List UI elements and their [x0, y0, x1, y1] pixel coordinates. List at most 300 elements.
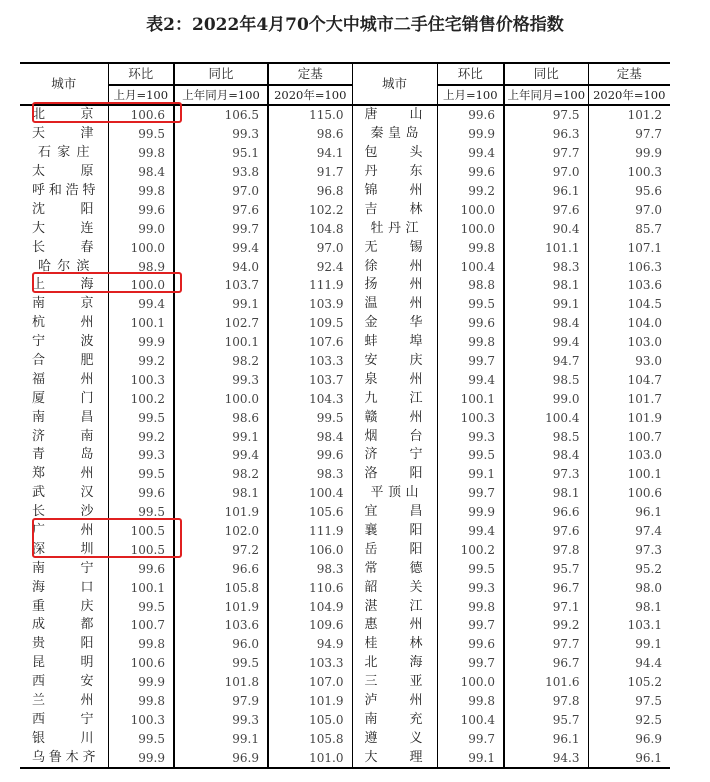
base-value: 103.6 — [588, 276, 670, 295]
header-mom: 环比 — [108, 63, 174, 85]
base-value: 100.4 — [268, 484, 352, 503]
yoy-value: 94.7 — [504, 352, 588, 371]
city-name: 常德 — [352, 559, 437, 578]
yoy-value: 96.1 — [504, 182, 588, 201]
base-value: 115.0 — [268, 105, 352, 125]
mom-value: 99.6 — [108, 200, 174, 219]
table-row — [20, 578, 670, 597]
city-name: 平顶山 — [352, 484, 437, 503]
mom-value: 100.5 — [108, 540, 174, 559]
header-mom-right: 环比 — [437, 63, 504, 85]
table-row — [20, 446, 670, 465]
base-value: 104.0 — [588, 314, 670, 333]
base-value: 98.0 — [588, 578, 670, 597]
base-value: 107.1 — [588, 238, 670, 257]
table-row — [20, 729, 670, 748]
yoy-value: 103.6 — [174, 616, 268, 635]
base-value: 92.4 — [268, 257, 352, 276]
table-row — [20, 408, 670, 427]
mom-value: 99.4 — [437, 370, 504, 389]
yoy-value: 98.2 — [174, 352, 268, 371]
mom-value: 99.5 — [108, 465, 174, 484]
city-name: 北京 — [32, 107, 94, 123]
city-name: 锦州 — [352, 182, 437, 201]
table-row — [20, 200, 670, 219]
yoy-value: 100.1 — [174, 333, 268, 352]
table-row — [20, 144, 670, 163]
base-value: 103.1 — [588, 616, 670, 635]
mom-value: 99.9 — [437, 503, 504, 522]
base-value: 105.8 — [268, 729, 352, 748]
subheader-base: 2020年=100 — [268, 85, 352, 105]
city-name: 郑州 — [32, 466, 94, 482]
base-value: 100.1 — [588, 465, 670, 484]
mom-value: 100.0 — [108, 238, 174, 257]
yoy-value: 101.1 — [504, 238, 588, 257]
mom-value: 100.0 — [108, 276, 174, 295]
city-name: 桂林 — [352, 635, 437, 654]
city-name: 惠州 — [352, 616, 437, 635]
yoy-value: 102.0 — [174, 522, 268, 541]
mom-value: 99.9 — [108, 748, 174, 768]
city-name: 太原 — [32, 164, 94, 180]
mom-value: 100.1 — [108, 578, 174, 597]
city-name: 烟台 — [352, 427, 437, 446]
base-value: 97.4 — [588, 522, 670, 541]
table-row — [20, 182, 670, 201]
base-value: 96.8 — [268, 182, 352, 201]
mom-value: 100.1 — [437, 389, 504, 408]
subheader-yoy-right: 上年同月=100 — [504, 85, 588, 105]
city-name: 海口 — [32, 579, 94, 595]
yoy-value: 97.3 — [504, 465, 588, 484]
mom-value: 99.5 — [108, 729, 174, 748]
header-row — [20, 63, 670, 85]
base-value: 99.5 — [268, 408, 352, 427]
mom-value: 99.6 — [437, 163, 504, 182]
mom-value: 100.0 — [437, 219, 504, 238]
base-value: 105.2 — [588, 673, 670, 692]
mom-value: 99.8 — [437, 238, 504, 257]
yoy-value: 97.1 — [504, 597, 588, 616]
city-name: 济南 — [32, 428, 94, 444]
table-row — [20, 314, 670, 333]
table-row — [20, 333, 670, 352]
base-value: 97.7 — [588, 125, 670, 144]
yoy-value: 97.6 — [174, 200, 268, 219]
yoy-value: 98.3 — [504, 257, 588, 276]
base-value: 101.0 — [268, 748, 352, 768]
table-row — [20, 635, 670, 654]
yoy-value: 103.7 — [174, 276, 268, 295]
mom-value: 99.7 — [437, 484, 504, 503]
yoy-value: 102.7 — [174, 314, 268, 333]
yoy-value: 97.0 — [504, 163, 588, 182]
price-index-table — [20, 62, 670, 769]
city-name: 武汉 — [32, 485, 94, 501]
city-name: 昆明 — [32, 655, 94, 671]
city-name: 广州 — [32, 523, 94, 539]
mom-value: 100.6 — [108, 654, 174, 673]
city-name: 襄阳 — [352, 522, 437, 541]
header-yoy: 同比 — [174, 63, 268, 85]
yoy-value: 98.5 — [504, 427, 588, 446]
table-row — [20, 503, 670, 522]
yoy-value: 97.0 — [174, 182, 268, 201]
table-row — [20, 276, 670, 295]
table-row — [20, 484, 670, 503]
base-value: 94.1 — [268, 144, 352, 163]
base-value: 101.9 — [588, 408, 670, 427]
yoy-value: 98.6 — [174, 408, 268, 427]
yoy-value: 98.5 — [504, 370, 588, 389]
base-value: 104.9 — [268, 597, 352, 616]
yoy-value: 98.4 — [504, 314, 588, 333]
city-name: 秦皇岛 — [352, 125, 437, 144]
yoy-value: 99.1 — [504, 295, 588, 314]
yoy-value: 96.9 — [174, 748, 268, 768]
mom-value: 99.0 — [108, 219, 174, 238]
yoy-value: 99.1 — [174, 427, 268, 446]
yoy-value: 96.6 — [174, 559, 268, 578]
base-value: 105.6 — [268, 503, 352, 522]
city-name: 西安 — [32, 674, 94, 690]
base-value: 104.3 — [268, 389, 352, 408]
yoy-value: 99.4 — [174, 446, 268, 465]
mom-value: 99.7 — [437, 616, 504, 635]
city-name: 南宁 — [32, 560, 94, 576]
yoy-value: 106.5 — [174, 105, 268, 125]
mom-value: 100.4 — [437, 257, 504, 276]
base-value: 94.9 — [268, 635, 352, 654]
base-value: 85.7 — [588, 219, 670, 238]
base-value: 97.0 — [268, 238, 352, 257]
city-name: 泸州 — [352, 692, 437, 711]
yoy-value: 97.8 — [504, 692, 588, 711]
yoy-value: 97.7 — [504, 635, 588, 654]
yoy-value: 99.3 — [174, 711, 268, 730]
city-name: 扬州 — [352, 276, 437, 295]
base-value: 95.6 — [588, 182, 670, 201]
table-row — [20, 163, 670, 182]
yoy-value: 99.7 — [174, 219, 268, 238]
mom-value: 99.7 — [437, 654, 504, 673]
city-name: 上海 — [32, 277, 94, 293]
yoy-value: 96.0 — [174, 635, 268, 654]
subheader-mom: 上月=100 — [108, 85, 174, 105]
mom-value: 99.5 — [108, 597, 174, 616]
mom-value: 99.9 — [108, 673, 174, 692]
mom-value: 98.9 — [108, 257, 174, 276]
city-name: 遵义 — [352, 729, 437, 748]
yoy-value: 95.1 — [174, 144, 268, 163]
yoy-value: 97.5 — [504, 105, 588, 125]
mom-value: 99.8 — [108, 144, 174, 163]
base-value: 97.5 — [588, 692, 670, 711]
yoy-value: 90.4 — [504, 219, 588, 238]
yoy-value: 101.6 — [504, 673, 588, 692]
base-value: 104.7 — [588, 370, 670, 389]
city-name: 贵阳 — [32, 636, 94, 652]
mom-value: 99.2 — [437, 182, 504, 201]
city-name: 岳阳 — [352, 540, 437, 559]
subheader-yoy: 上年同月=100 — [174, 85, 268, 105]
base-value: 99.9 — [588, 144, 670, 163]
city-name: 重庆 — [32, 598, 94, 614]
mom-value: 100.3 — [437, 408, 504, 427]
city-name: 包头 — [352, 144, 437, 163]
base-value: 96.9 — [588, 729, 670, 748]
yoy-value: 101.9 — [174, 597, 268, 616]
city-name: 三亚 — [352, 673, 437, 692]
base-value: 95.2 — [588, 559, 670, 578]
header-yoy-right: 同比 — [504, 63, 588, 85]
yoy-value: 101.8 — [174, 673, 268, 692]
city-name: 深圳 — [32, 541, 94, 557]
base-value: 98.6 — [268, 125, 352, 144]
table-row — [20, 673, 670, 692]
mom-value: 99.1 — [437, 465, 504, 484]
mom-value: 99.5 — [437, 559, 504, 578]
base-value: 100.3 — [588, 163, 670, 182]
base-value: 103.3 — [268, 654, 352, 673]
base-value: 106.0 — [268, 540, 352, 559]
table-row — [20, 295, 670, 314]
mom-value: 98.8 — [437, 276, 504, 295]
city-name: 乌鲁木齐 — [20, 748, 108, 768]
mom-value: 100.3 — [108, 711, 174, 730]
subheader-mom-right: 上月=100 — [437, 85, 504, 105]
yoy-value: 98.2 — [174, 465, 268, 484]
base-value: 103.0 — [588, 446, 670, 465]
mom-value: 99.3 — [437, 578, 504, 597]
city-name: 韶关 — [352, 578, 437, 597]
city-name: 天津 — [32, 126, 94, 142]
base-value: 98.3 — [268, 465, 352, 484]
base-value: 100.7 — [588, 427, 670, 446]
subheader-row — [20, 85, 670, 105]
table-row — [20, 105, 670, 125]
yoy-value: 105.8 — [174, 578, 268, 597]
base-value: 103.3 — [268, 352, 352, 371]
mom-value: 98.4 — [108, 163, 174, 182]
mom-value: 99.5 — [437, 295, 504, 314]
table-row — [20, 597, 670, 616]
yoy-value: 96.6 — [504, 503, 588, 522]
city-name: 南昌 — [32, 409, 94, 425]
mom-value: 99.3 — [437, 427, 504, 446]
city-name: 大理 — [352, 748, 437, 768]
subheader-base-right: 2020年=100 — [588, 85, 670, 105]
city-name: 宜昌 — [352, 503, 437, 522]
base-value: 91.7 — [268, 163, 352, 182]
table-row — [20, 427, 670, 446]
city-name: 沈阳 — [32, 201, 94, 217]
yoy-value: 95.7 — [504, 711, 588, 730]
base-value: 97.0 — [588, 200, 670, 219]
base-value: 104.5 — [588, 295, 670, 314]
table-row — [20, 692, 670, 711]
city-name: 成都 — [32, 617, 94, 633]
yoy-value: 97.8 — [504, 540, 588, 559]
yoy-value: 97.6 — [504, 522, 588, 541]
base-value: 109.5 — [268, 314, 352, 333]
mom-value: 99.4 — [437, 522, 504, 541]
yoy-value: 95.7 — [504, 559, 588, 578]
base-value: 97.3 — [588, 540, 670, 559]
city-name: 青岛 — [32, 447, 94, 463]
city-name: 北海 — [352, 654, 437, 673]
table-row — [20, 370, 670, 389]
table-row — [20, 465, 670, 484]
mom-value: 100.0 — [437, 673, 504, 692]
city-name: 合肥 — [32, 353, 94, 369]
table-row — [20, 540, 670, 559]
base-value: 103.7 — [268, 370, 352, 389]
city-name: 无锡 — [352, 238, 437, 257]
base-value: 96.1 — [588, 503, 670, 522]
city-name: 长春 — [32, 239, 94, 255]
base-value: 92.5 — [588, 711, 670, 730]
yoy-value: 99.4 — [174, 238, 268, 257]
mom-value: 99.9 — [437, 125, 504, 144]
base-value: 110.6 — [268, 578, 352, 597]
mom-value: 99.3 — [108, 446, 174, 465]
base-value: 99.6 — [268, 446, 352, 465]
mom-value: 99.2 — [108, 427, 174, 446]
base-value: 103.9 — [268, 295, 352, 314]
yoy-value: 93.8 — [174, 163, 268, 182]
yoy-value: 99.3 — [174, 370, 268, 389]
yoy-value: 94.0 — [174, 257, 268, 276]
mom-value: 99.8 — [437, 692, 504, 711]
city-name: 石家庄 — [38, 145, 90, 161]
mom-value: 100.0 — [437, 200, 504, 219]
base-value: 101.7 — [588, 389, 670, 408]
city-name: 吉林 — [352, 200, 437, 219]
city-name: 九江 — [352, 389, 437, 408]
yoy-value: 99.2 — [504, 616, 588, 635]
base-value: 101.2 — [588, 105, 670, 125]
yoy-value: 97.9 — [174, 692, 268, 711]
table-row — [20, 238, 670, 257]
city-name: 南充 — [352, 711, 437, 730]
mom-value: 100.2 — [108, 389, 174, 408]
table-row — [20, 389, 670, 408]
city-name: 赣州 — [352, 408, 437, 427]
mom-value: 99.2 — [108, 352, 174, 371]
mom-value: 99.8 — [108, 635, 174, 654]
base-value: 109.6 — [268, 616, 352, 635]
mom-value: 99.8 — [108, 182, 174, 201]
city-name: 银川 — [32, 730, 94, 746]
table-row — [20, 559, 670, 578]
mom-value: 99.6 — [437, 314, 504, 333]
yoy-value: 98.1 — [174, 484, 268, 503]
base-value: 111.9 — [268, 522, 352, 541]
city-name: 济宁 — [352, 446, 437, 465]
yoy-value: 98.1 — [504, 484, 588, 503]
yoy-value: 96.7 — [504, 578, 588, 597]
table-title: 表2：2022年4月70个大中城市二手住宅销售价格指数 — [146, 15, 564, 35]
mom-value: 99.7 — [437, 352, 504, 371]
city-name: 牡丹江 — [352, 219, 437, 238]
yoy-value: 99.1 — [174, 295, 268, 314]
base-value: 94.4 — [588, 654, 670, 673]
base-value: 101.9 — [268, 692, 352, 711]
yoy-value: 97.7 — [504, 144, 588, 163]
table-row — [20, 654, 670, 673]
yoy-value: 96.1 — [504, 729, 588, 748]
city-name: 安庆 — [352, 352, 437, 371]
city-name: 呼和浩特 — [32, 183, 96, 198]
city-name: 兰州 — [32, 693, 94, 709]
city-name: 宁波 — [32, 334, 94, 350]
yoy-value: 98.1 — [504, 276, 588, 295]
table-row — [20, 522, 670, 541]
mom-value: 99.6 — [108, 484, 174, 503]
yoy-value: 101.9 — [174, 503, 268, 522]
mom-value: 99.6 — [437, 105, 504, 125]
city-name: 杭州 — [32, 315, 94, 331]
mom-value: 100.7 — [108, 616, 174, 635]
table-row — [20, 257, 670, 276]
yoy-value: 94.3 — [504, 748, 588, 768]
yoy-value: 96.3 — [504, 125, 588, 144]
base-value: 98.3 — [268, 559, 352, 578]
yoy-value: 97.6 — [504, 200, 588, 219]
mom-value: 99.5 — [437, 446, 504, 465]
mom-value: 99.8 — [437, 333, 504, 352]
base-value: 99.1 — [588, 635, 670, 654]
header-base: 定基 — [268, 63, 352, 85]
mom-value: 99.6 — [437, 635, 504, 654]
base-value: 104.8 — [268, 219, 352, 238]
city-name: 哈尔滨 — [38, 258, 90, 274]
mom-value: 99.5 — [108, 408, 174, 427]
base-value: 98.1 — [588, 597, 670, 616]
mom-value: 100.1 — [108, 314, 174, 333]
base-value: 102.2 — [268, 200, 352, 219]
yoy-value: 99.1 — [174, 729, 268, 748]
base-value: 103.0 — [588, 333, 670, 352]
table-row — [20, 616, 670, 635]
yoy-value: 99.4 — [504, 333, 588, 352]
mom-value: 100.2 — [437, 540, 504, 559]
base-value: 105.0 — [268, 711, 352, 730]
mom-value: 100.4 — [437, 711, 504, 730]
mom-value: 99.4 — [108, 295, 174, 314]
mom-value: 99.7 — [437, 729, 504, 748]
yoy-value: 96.7 — [504, 654, 588, 673]
mom-value: 99.5 — [108, 125, 174, 144]
mom-value: 99.5 — [108, 503, 174, 522]
city-name: 唐山 — [352, 105, 437, 125]
mom-value: 99.8 — [437, 597, 504, 616]
yoy-value: 98.4 — [504, 446, 588, 465]
table-row — [20, 125, 670, 144]
header-city-right: 城市 — [352, 63, 437, 105]
table-row — [20, 219, 670, 238]
yoy-value: 99.3 — [174, 125, 268, 144]
city-name: 湛江 — [352, 597, 437, 616]
table-row — [20, 352, 670, 371]
city-name: 徐州 — [352, 257, 437, 276]
mom-value: 99.1 — [437, 748, 504, 768]
city-name: 西宁 — [32, 711, 94, 727]
table-row — [20, 748, 670, 768]
mom-value: 100.5 — [108, 522, 174, 541]
